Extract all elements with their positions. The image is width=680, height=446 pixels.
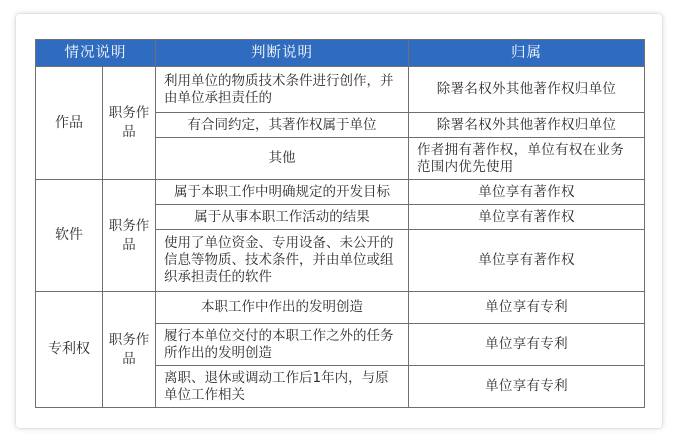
condition-cell: 使用了单位资金、专用设备、未公开的信息等物质、技术条件，并由单位或组织承担责任的软件 [156,230,409,292]
condition-cell: 本职工作中作出的发明创造 [156,292,409,324]
condition-cell: 履行本单位交付的本职工作之外的任务所作出的发明创造 [156,324,409,366]
category-cell: 专利权 [36,292,103,408]
category-cell: 软件 [36,180,103,292]
ownership-cell: 单位享有著作权 [409,205,645,230]
header-ownership: 归属 [409,40,645,67]
condition-cell: 利用单位的物质技术条件进行创作，并由单位承担责任的 [156,67,409,113]
ownership-table [35,39,645,408]
subcategory-cell: 职务作品 [103,292,156,408]
ownership-cell: 除署名权外其他著作权归单位 [409,113,645,138]
table-row [36,67,645,113]
table-row [36,292,645,324]
condition-cell: 离职、退休或调动工作后1年内，与原单位工作相关 [156,366,409,408]
subcategory-cell: 职务作品 [103,67,156,180]
ownership-cell: 单位享有专利 [409,366,645,408]
table-row [36,180,645,205]
condition-cell: 属于本职工作中明确规定的开发目标 [156,180,409,205]
category-cell: 作品 [36,67,103,180]
header-judgement: 判断说明 [156,40,409,67]
header-situation: 情况说明 [36,40,156,67]
table-header-row [36,40,645,67]
condition-cell: 其他 [156,138,409,180]
subcategory-cell: 职务作品 [103,180,156,292]
ownership-cell: 单位享有著作权 [409,230,645,292]
condition-cell: 属于从事本职工作活动的结果 [156,205,409,230]
ownership-cell: 单位享有专利 [409,292,645,324]
ownership-cell: 除署名权外其他著作权归单位 [409,67,645,113]
ownership-cell: 作者拥有著作权，单位有权在业务范围内优先使用 [409,138,645,180]
ownership-cell: 单位享有著作权 [409,180,645,205]
ownership-cell: 单位享有专利 [409,324,645,366]
condition-cell: 有合同约定，其著作权属于单位 [156,113,409,138]
